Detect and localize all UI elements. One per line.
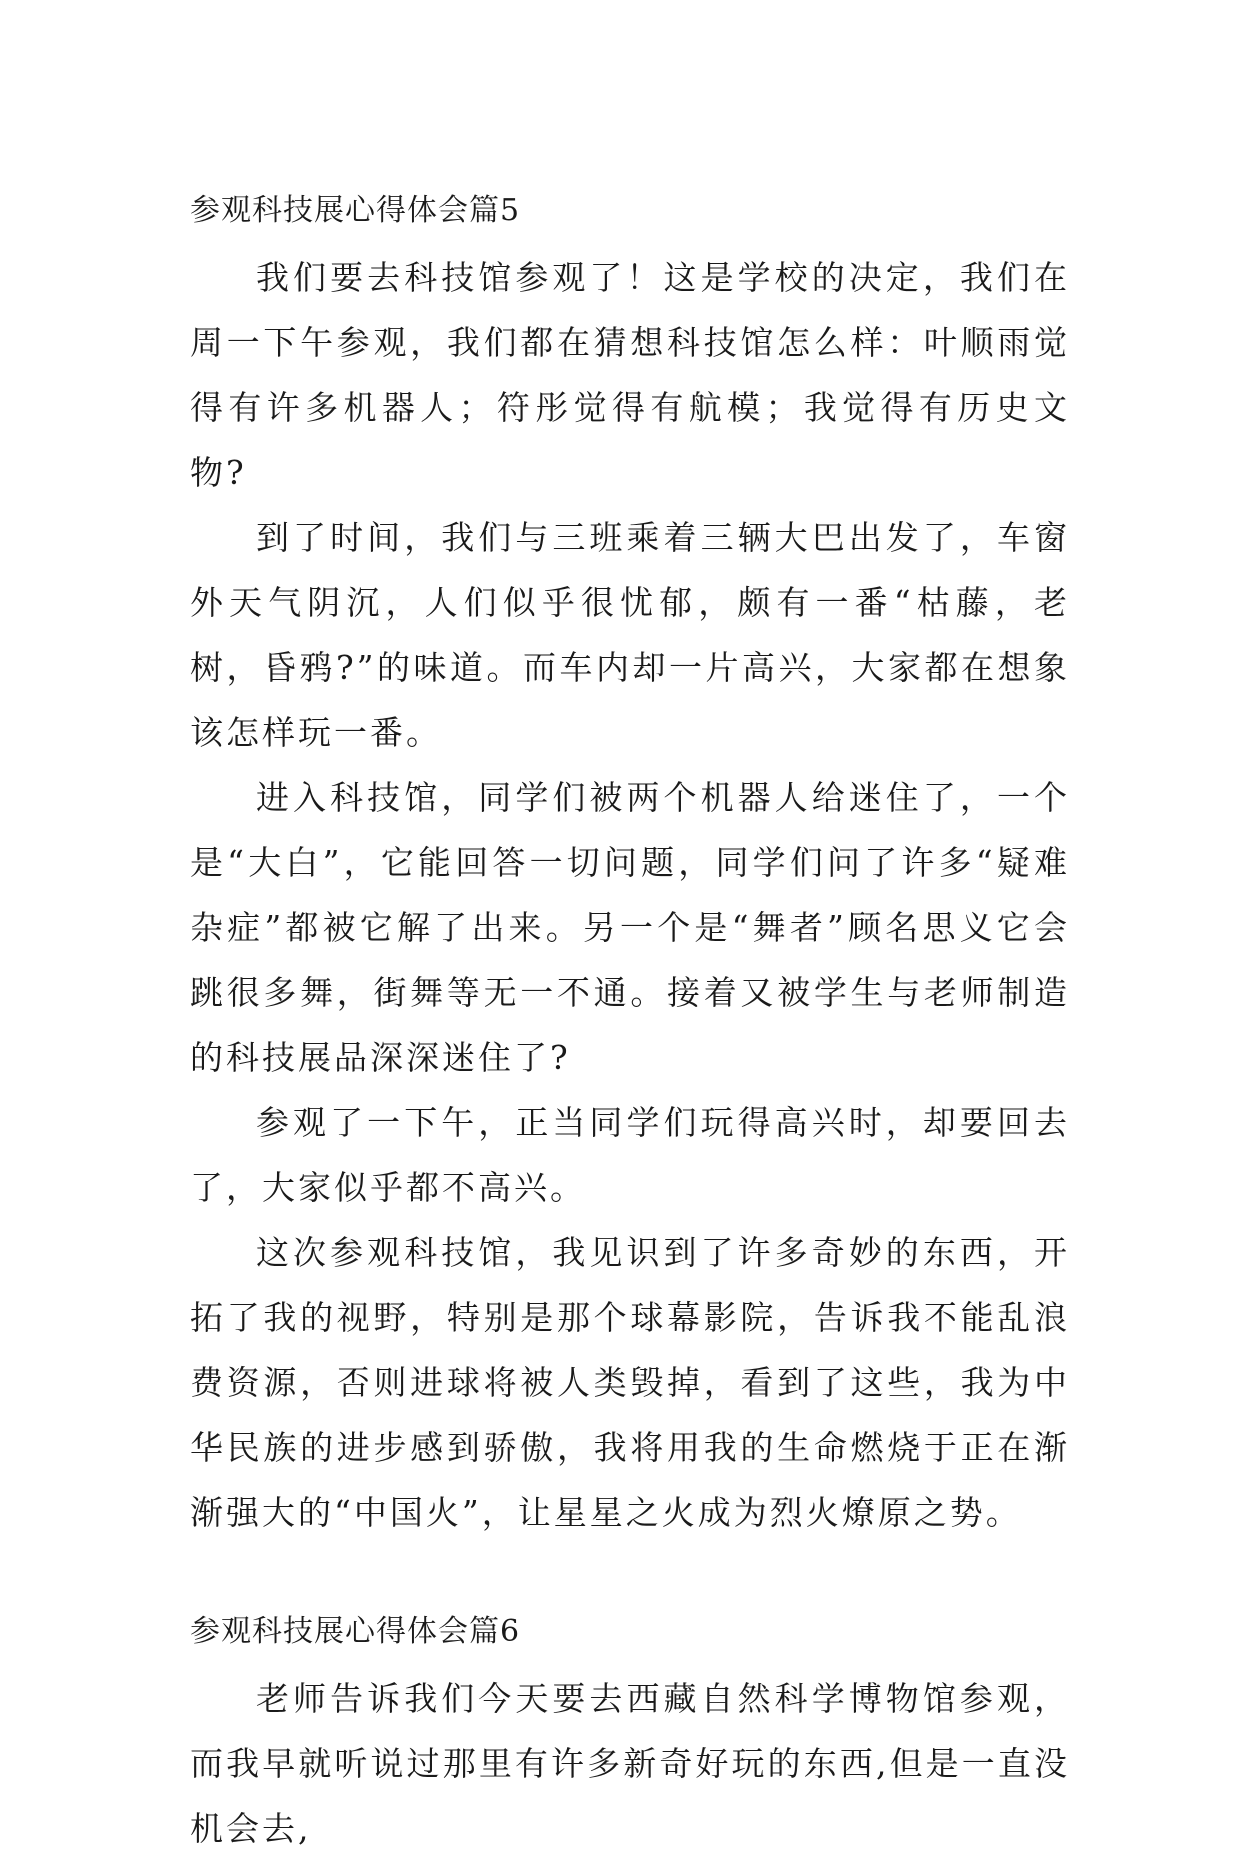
paragraph: 我们要去科技馆参观了！这是学校的决定，我们在周一下午参观，我们都在猜想科技馆怎么样：叶顺雨觉得有许多机器人；符彤觉得有航模；我觉得有历史文物?	[190, 258, 1070, 492]
paragraph: 老师告诉我们今天要去西藏自然科学博物馆参观，而我早就听说过那里有许多新奇好玩的东西,但是一直没机会去,	[190, 1679, 1070, 1848]
document-page	[190, 188, 1070, 1861]
paragraph: 到了时间，我们与三班乘着三辆大巴出发了，车窗外天气阴沉，人们似乎很忧郁，颇有一番“枯藤，老树，昏鸦?”的味道。而车内却一片高兴，大家都在想象该怎样玩一番。	[190, 518, 1070, 752]
paragraph: 进入科技馆，同学们被两个机器人给迷住了，一个是“大白”，它能回答一切问题，同学们问了许多“疑难杂症”都被它解了出来。另一个是“舞者”顾名思义它会跳很多舞，街舞等无一不通。接着又被学生与老师制造的科技展品深深迷住了?	[190, 778, 1070, 1077]
paragraph: 这次参观科技馆，我见识到了许多奇妙的东西，开拓了我的视野，特别是那个球幕影院，告诉我不能乱浪费资源，否则进球将被人类毁掉，看到了这些，我为中华民族的进步感到骄傲，我将用我的生命燃烧于正在渐渐强大的“中国火”，让星星之火成为烈火燎原之势。	[190, 1233, 1070, 1532]
essay-section-5	[190, 188, 1070, 1545]
section-title: 参观科技展心得体会篇6	[190, 1614, 521, 1649]
paragraph: 参观了一下午，正当同学们玩得高兴时，却要回去了，大家似乎都不高兴。	[190, 1103, 1070, 1207]
essay-section-6	[190, 1609, 1070, 1861]
section-title: 参观科技展心得体会篇5	[190, 193, 521, 228]
